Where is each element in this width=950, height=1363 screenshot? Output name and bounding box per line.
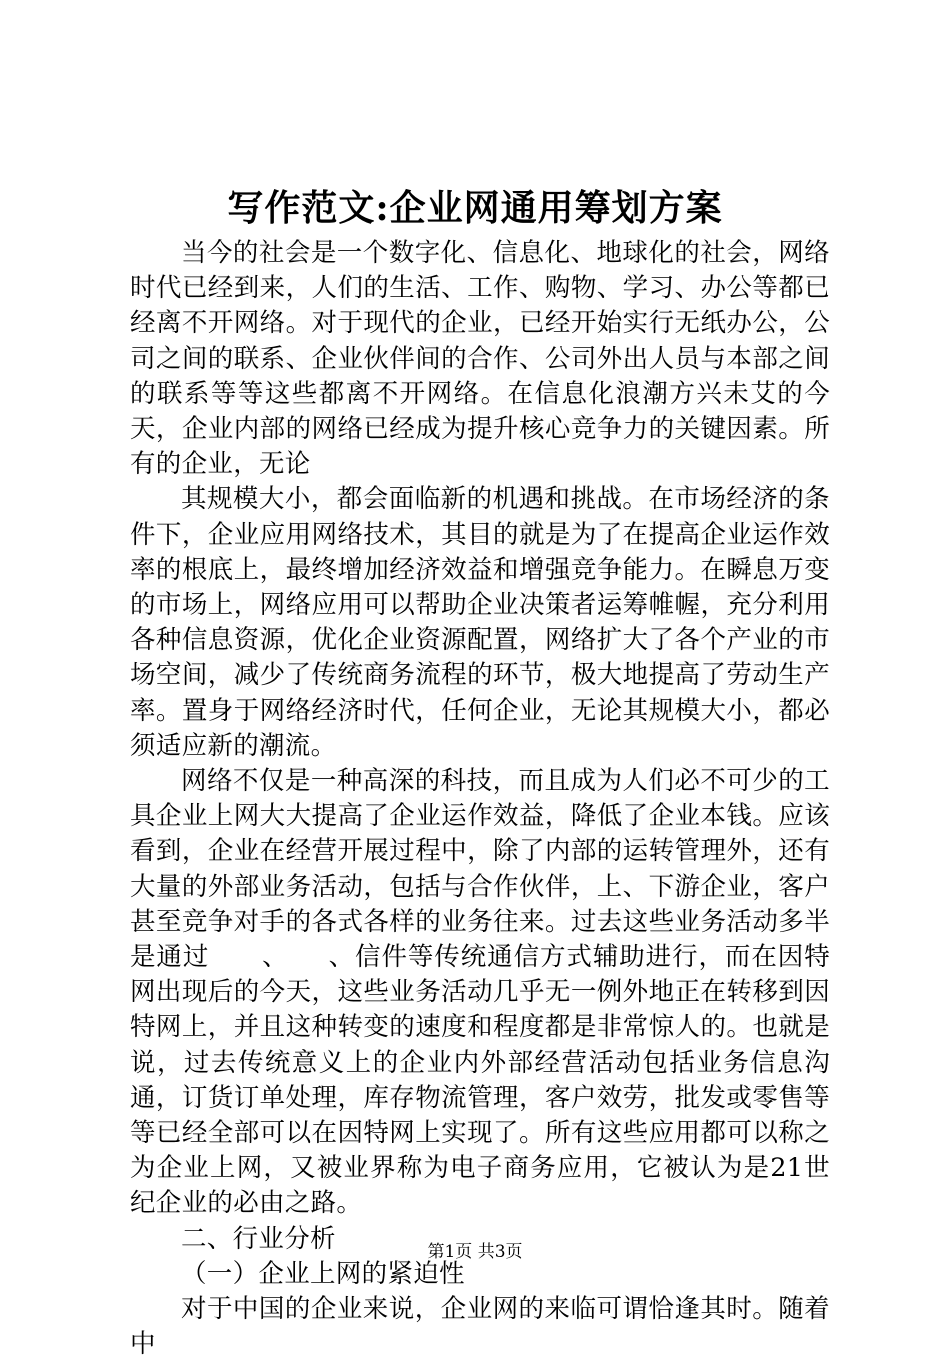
paragraph-intro: 当今的社会是一个数字化、信息化、地球化的社会，网络时代已经到来，人们的生活、工作、购物、学习、办公等都已经离不开网络。对于现代的企业，已经开始实行无纸办公，公司之间的联系、企业伙伴间的合作、公司外出人员与本部之间的联系等等这些都离不开网络。在信息化浪潮方兴未艾的今天，企业内部的网络已经成为提升核心竞争力的关键因素。所有的企业，无论 [130, 238, 830, 480]
paragraph-network: 网络不仅是一种高深的科技，而且成为人们必不可少的工具企业上网大大提高了企业运作效益，降低了企业本钱。应该看到，企业在经营开展过程中，除了内部的运转管理外，还有大量的外部业务活动，包括与合作伙伴，上、下游企业，客户甚至竞争对手的各式各样的业务往来。过去这些业务活动多半是通过 、 、信件等传统通信方式辅助进行，而在因特网出现后的今天，这些业务活动几乎无一例外地正在转移到因特网上，并且这种转变的速度和程度都是非常惊人的。也就是说，过去传统意义上的企业内外部经营活动包括业务信息沟通，订货订单处理，库存物流管理，客户效劳，批发或零售等等已经全部可以在因特网上实现了。所有这些应用都可以称之为企业上网，又被业界称为电子商务应用，它被认为是21世纪企业的必由之路。 [130, 766, 830, 1219]
subsection-heading: （一）企业上网的紧迫性 [181, 1258, 465, 1289]
document-title: 写作范文:企业网通用筹划方案 [227, 187, 723, 229]
paragraph-scale: 其规模大小，都会面临新的机遇和挑战。在市场经济的条件下，企业应用网络技术，其目的就是为了在提高企业运作效率的根底上，最终增加经济效益和增强竞争能力。在瞬息万变的市场上，网络应用可以帮助企业决策者运筹帷幄，充分利用各种信息资源，优化企业资源配置，网络扩大了各个产业的市场空间，减少了传统商务流程的环节，极大地提高了劳动生产率。置身于网络经济时代，任何企业，无论其规模大小，都必须适应新的潮流。 [130, 484, 830, 761]
paragraph-last: 对于中国的企业来说，企业网的来临可谓恰逢其时。随着中 [130, 1294, 830, 1360]
section-heading: 二、行业分析 [181, 1223, 336, 1254]
document-body [130, 236, 830, 1363]
page-footer: 第1页 共3页 [427, 1242, 523, 1262]
